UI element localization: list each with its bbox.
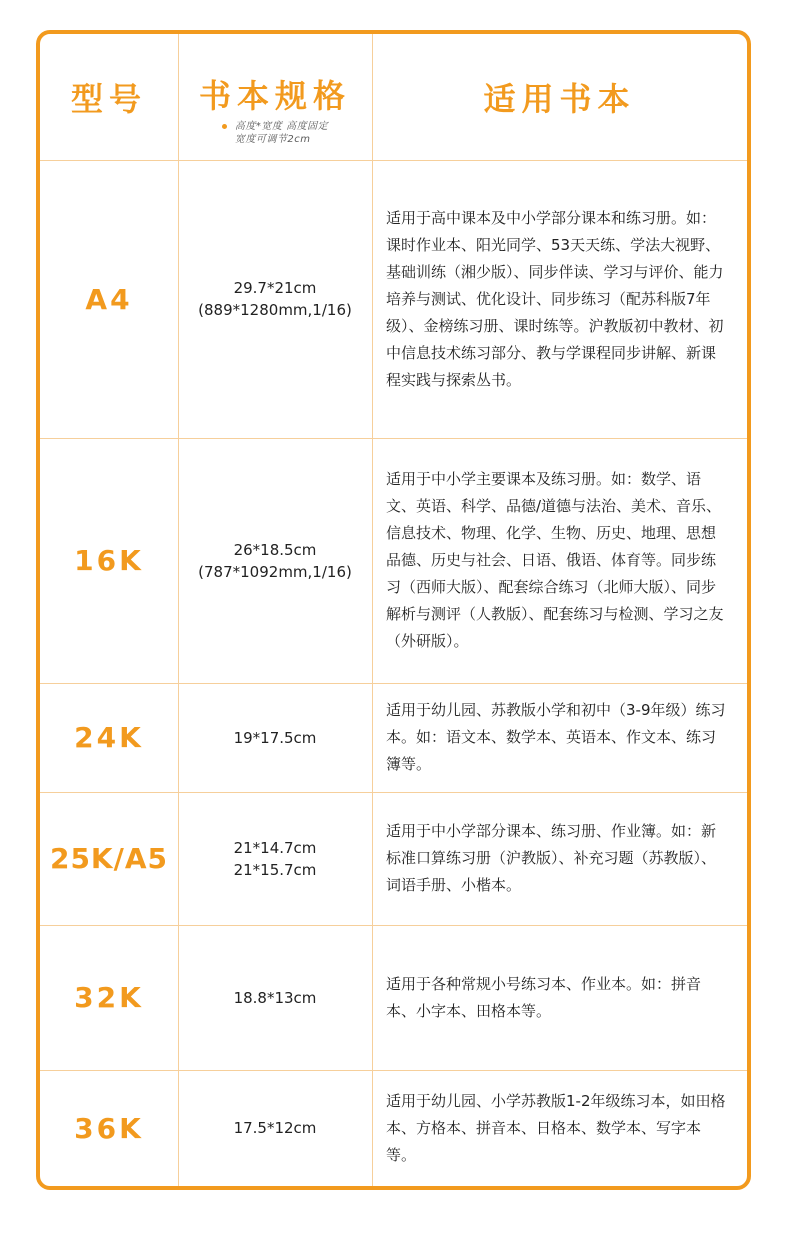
spec-line-1: 19*17.5cm [233,728,317,747]
model-cell: 36K [74,1111,144,1145]
bullet-dot-icon [222,124,227,129]
spec-line-1: 17.5*12cm [233,1119,317,1137]
header-spec-note [222,120,328,146]
spec-cell [178,925,372,1070]
spec-line-1: 18.8*13cm [233,988,317,1007]
spec-line-2: 21*15.7cm [233,860,317,879]
header-spec-title: 书本规格 [198,77,351,115]
spec-line-1: 21*14.7cm [233,838,317,857]
model-cell: A4 [85,282,133,316]
model-cell: 25K/A5 [49,842,169,875]
spec-cell [178,1070,372,1186]
header-spec [178,34,372,160]
books-cell: 适用于高中课本及中小学部分课本和练习册。如：课时作业本、阳光同学、53天天练、学法大视野、基础训练（湘少版）、同步伴读、学习与评价、能力培养与测试、优化设计、同步练习（配苏科版7年级）、金榜练习册、课时练等。沪教版初中教材、初中信息技术练习部分、教与学课程同步讲解、新课程实践与探索丛书。 [386,208,724,389]
spec-line-1: 29.7*21cm [233,279,317,297]
spec-cell [178,683,372,792]
spec-line-2: (787*1092mm,1/16) [198,562,352,581]
header-model: 型号 [70,80,147,118]
model-cell: 32K [74,981,144,1014]
books-cell: 适用于幼儿园、小学苏教版1-2年级练习本，如田格本、方格本、拼音本、日格本、数学本、写字本等。 [386,1091,726,1164]
spec-note-line-1: 高度*宽度 高度固定 [234,121,329,132]
spec-note-line-2: 宽度可调节2cm [234,134,311,145]
spec-line-1: 26*18.5cm [233,540,317,559]
books-cell: 适用于幼儿园、苏教版小学和初中（3-9年级）练习本。如：语文本、数学本、英语本、作文本、练习簿等。 [386,701,726,773]
header-books: 适用书本 [483,80,636,118]
spec-table [36,30,751,1190]
spec-cell [178,160,372,438]
spec-cell [178,438,372,683]
model-cell: 16K [74,544,144,577]
model-cell: 24K [74,721,144,754]
books-cell: 适用于中小学部分课本、练习册、作业簿。如：新标准口算练习册（沪教版）、补充习题（苏教版）、词语手册、小楷本。 [386,822,717,894]
spec-cell [178,792,372,925]
spec-line-2: (889*1280mm,1/16) [198,301,352,319]
books-cell: 适用于中小学主要课本及练习册。如：数学、语文、英语、科学、品德/道德与法治、美术、音乐、信息技术、物理、化学、生物、历史、地理、思想品德、历史与社会、日语、俄语、体育等。同步练习（西师大版）、配套综合练习（北师大版）、同步解析与测评（人教版）、配套练习与检测、学习之友（外研版）。 [386,470,724,650]
books-cell: 适用于各种常规小号练习本、作业本。如：拼音本、小字本、田格本等。 [386,974,702,1020]
